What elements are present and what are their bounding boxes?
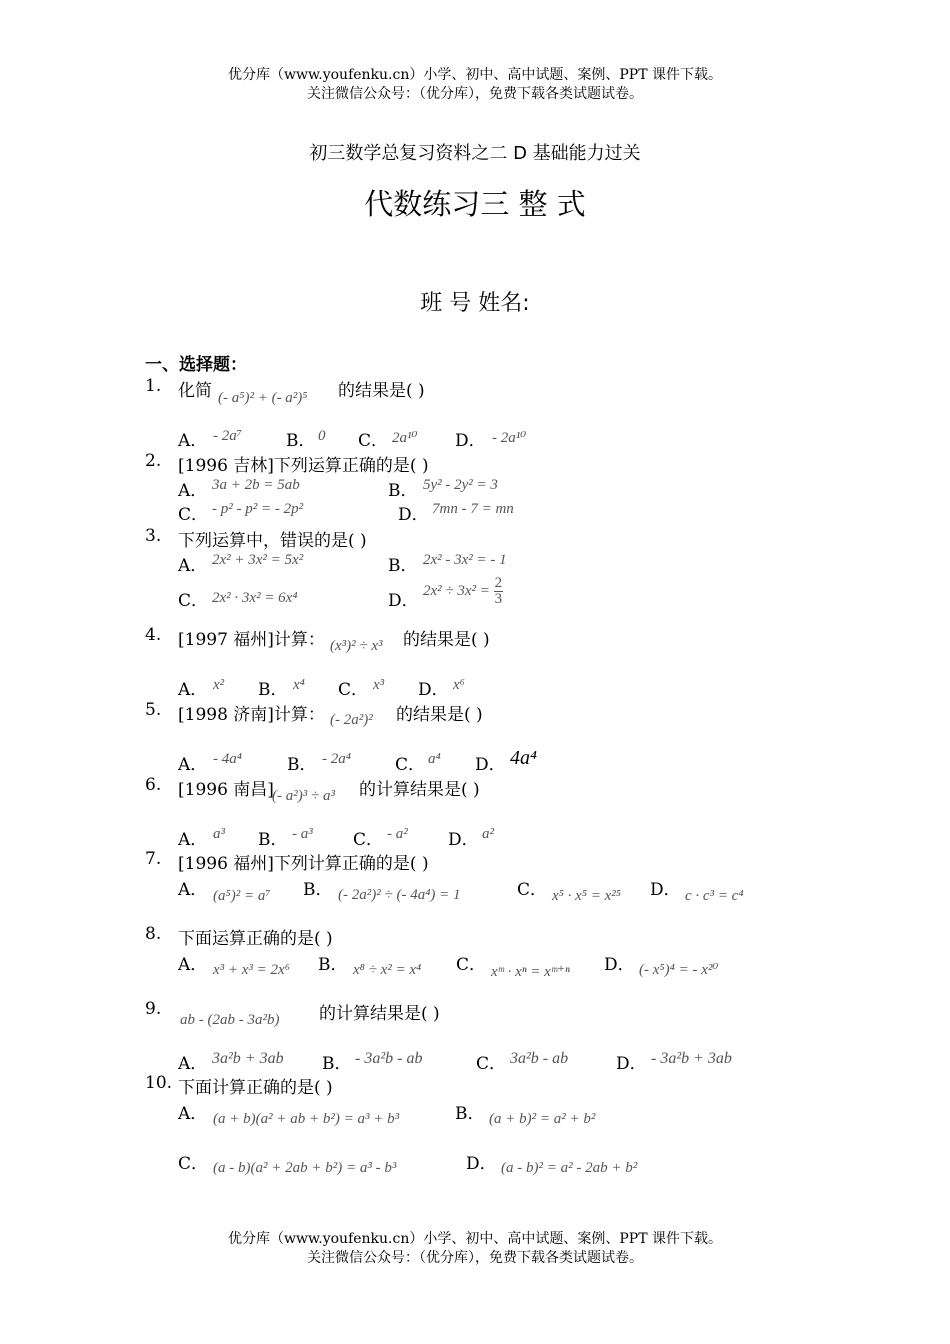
option-label: C． <box>178 591 209 611</box>
option-expression: - a² <box>387 826 408 842</box>
question-number: 4. <box>145 625 162 645</box>
option-expression: (- x⁵)⁴ = - x²⁰ <box>639 962 719 978</box>
option-label: B． <box>322 1054 352 1074</box>
option-label: B． <box>388 556 418 576</box>
option-expression: 4a⁴ <box>510 747 537 769</box>
option-expression: 5y² - 2y² = 3 <box>423 477 498 493</box>
header-line-1: 优分库（www.youfenku.cn）小学、初中、高中试题、案例、PPT 课件下载。 <box>227 67 722 83</box>
option-label: A． <box>178 1104 208 1124</box>
option-label: D． <box>455 431 486 451</box>
question-number: 9. <box>145 999 162 1019</box>
question-number: 7. <box>145 849 162 869</box>
footer-line-1: 优分库（www.youfenku.cn）小学、初中、高中试题、案例、PPT 课件下载。 <box>227 1231 722 1247</box>
question-number: 2. <box>145 451 162 471</box>
option-label: D． <box>398 505 429 525</box>
option-label: A． <box>178 680 208 700</box>
question-expression: (- 2a²)² <box>330 712 373 728</box>
question-number: 8. <box>145 924 162 944</box>
question-stem: 下面计算正确的是( ) <box>178 1078 333 1098</box>
option-expression: x⁶ <box>453 677 465 693</box>
option-label: A． <box>178 880 208 900</box>
question-expression: (- a⁵)² + (- a²)⁵ <box>218 390 308 406</box>
option-expression: 2x² - 3x² = - 1 <box>423 552 507 568</box>
question-suffix: 的结果是( ) <box>403 630 490 650</box>
question-suffix: 的计算结果是( ) <box>359 780 480 800</box>
header-line-2: 关注微信公众号：（优分库），免费下载各类试题试卷。 <box>307 86 643 102</box>
option-expression: (a - b)² = a² - 2ab + b² <box>501 1160 638 1176</box>
option-label: C． <box>476 1054 507 1074</box>
option-expression: 2x² ÷ 3x² = $\frac{2}{3}$ <box>423 575 503 607</box>
question-suffix: 的结果是( ) <box>338 381 425 401</box>
question-stem: 下列运算中，错误的是( ) <box>178 531 367 551</box>
option-expression: a³ <box>213 826 225 842</box>
question-number: 5. <box>145 700 162 720</box>
question-stem: [1996 吉林]下列运算正确的是( ) <box>178 456 429 476</box>
option-label: C． <box>338 680 369 700</box>
option-expression: 3a²b + 3ab <box>212 1050 284 1067</box>
option-label: B． <box>286 431 316 451</box>
option-label: C． <box>456 955 487 975</box>
option-expression: 3a + 2b = 5ab <box>212 477 300 493</box>
option-label: B． <box>258 680 288 700</box>
option-expression: - a³ <box>292 826 313 842</box>
option-expression: x³ + x³ = 2x⁶ <box>213 962 290 978</box>
question-number: 3. <box>145 526 162 546</box>
section-title: 一、选择题： <box>145 355 247 375</box>
page-title: 代数练习三 整 式 <box>364 187 586 221</box>
option-expression: xᵐ · xⁿ = xᵐ⁺ⁿ <box>491 964 570 980</box>
option-expression: - 3a²b + 3ab <box>651 1050 732 1067</box>
option-label: D． <box>388 591 419 611</box>
option-label: C． <box>178 1154 209 1174</box>
option-expression: c · c³ = c⁴ <box>685 888 744 904</box>
option-expression: (a + b)² = a² + b² <box>489 1111 596 1127</box>
student-info-line: 班 号 姓名: <box>420 291 530 316</box>
option-expression: x⁴ <box>293 677 305 693</box>
option-label: D． <box>616 1054 647 1074</box>
question-stem: [1996 南昌] <box>178 780 274 800</box>
option-expression: - 3a²b - ab <box>355 1050 423 1067</box>
option-label: B． <box>287 755 317 775</box>
option-label: C． <box>178 505 209 525</box>
fraction: $\frac{2}{3}$ <box>494 575 503 607</box>
option-expression: x³ <box>373 677 385 693</box>
option-label: A． <box>178 556 208 576</box>
question-stem: 化简 <box>178 381 212 401</box>
option-expression: (a + b)(a² + ab + b²) = a³ + b³ <box>213 1111 400 1127</box>
option-expression: a² <box>482 826 494 842</box>
option-label: A． <box>178 955 208 975</box>
option-label: C． <box>353 830 384 850</box>
option-expression: 3a²b - ab <box>510 1050 569 1067</box>
option-expression: (a - b)(a² + 2ab + b²) = a³ - b³ <box>213 1160 397 1176</box>
question-expression: ab - (2ab - 3a²b) <box>180 1012 280 1028</box>
option-expression: x⁵ · x⁵ = x²⁵ <box>552 888 621 904</box>
option-label: B． <box>303 880 333 900</box>
option-expression: 2x² · 3x² = 6x⁴ <box>212 590 298 606</box>
option-label: D． <box>418 680 449 700</box>
option-expression: 2x² + 3x² = 5x² <box>212 552 304 568</box>
question-stem: [1998 济南]计算： <box>178 705 325 725</box>
option-label: B． <box>455 1104 485 1124</box>
option-label: B． <box>388 481 418 501</box>
subtitle: 初三数学总复习资料之二 D 基础能力过关 <box>309 143 641 164</box>
option-expression: 0 <box>318 428 326 444</box>
question-stem: [1996 福州]下列计算正确的是( ) <box>178 854 429 874</box>
question-stem: 下面运算正确的是( ) <box>178 929 333 949</box>
option-expression: x² <box>213 677 225 693</box>
question-expression: (- a²)³ ÷ a³ <box>272 788 335 804</box>
option-expression: (a⁵)² = a⁷ <box>213 888 271 904</box>
option-expression: x⁸ ÷ x² = x⁴ <box>353 962 422 978</box>
question-number: 1. <box>145 376 162 396</box>
option-expression: - 2a¹⁰ <box>492 430 527 446</box>
question-number: 10. <box>145 1073 173 1093</box>
option-label: D． <box>650 880 681 900</box>
option-expression: 2a¹⁰ <box>392 430 418 446</box>
option-label: A． <box>178 755 208 775</box>
option-label: A． <box>178 1054 208 1074</box>
option-label: A． <box>178 481 208 501</box>
question-expression: (x³)² ÷ x³ <box>330 638 383 654</box>
option-label: C． <box>517 880 548 900</box>
option-label: B． <box>318 955 348 975</box>
option-expression: 7mn - 7 = mn <box>432 501 514 517</box>
question-suffix: 的结果是( ) <box>396 705 483 725</box>
option-label: C． <box>395 755 426 775</box>
footer-line-2: 关注微信公众号：（优分库），免费下载各类试题试卷。 <box>307 1250 643 1266</box>
option-label: A． <box>178 830 208 850</box>
question-suffix: 的计算结果是( ) <box>319 1004 440 1024</box>
option-label: C． <box>358 431 389 451</box>
option-expression: (- 2a²)² ÷ (- 4a⁴) = 1 <box>338 887 461 903</box>
option-expression: a⁴ <box>428 751 441 767</box>
option-expression: - 2a⁴ <box>322 751 351 767</box>
option-label: D． <box>475 755 506 775</box>
option-expression: - 2a⁷ <box>213 428 242 444</box>
option-label: D． <box>448 830 479 850</box>
question-stem: [1997 福州]计算： <box>178 630 325 650</box>
option-expression: - p² - p² = - 2p² <box>212 501 304 517</box>
option-label: A． <box>178 431 208 451</box>
option-label: D． <box>604 955 635 975</box>
question-number: 6. <box>145 775 162 795</box>
option-label: B． <box>258 830 288 850</box>
option-label: D． <box>466 1154 497 1174</box>
option-expression: - 4a⁴ <box>213 751 242 767</box>
